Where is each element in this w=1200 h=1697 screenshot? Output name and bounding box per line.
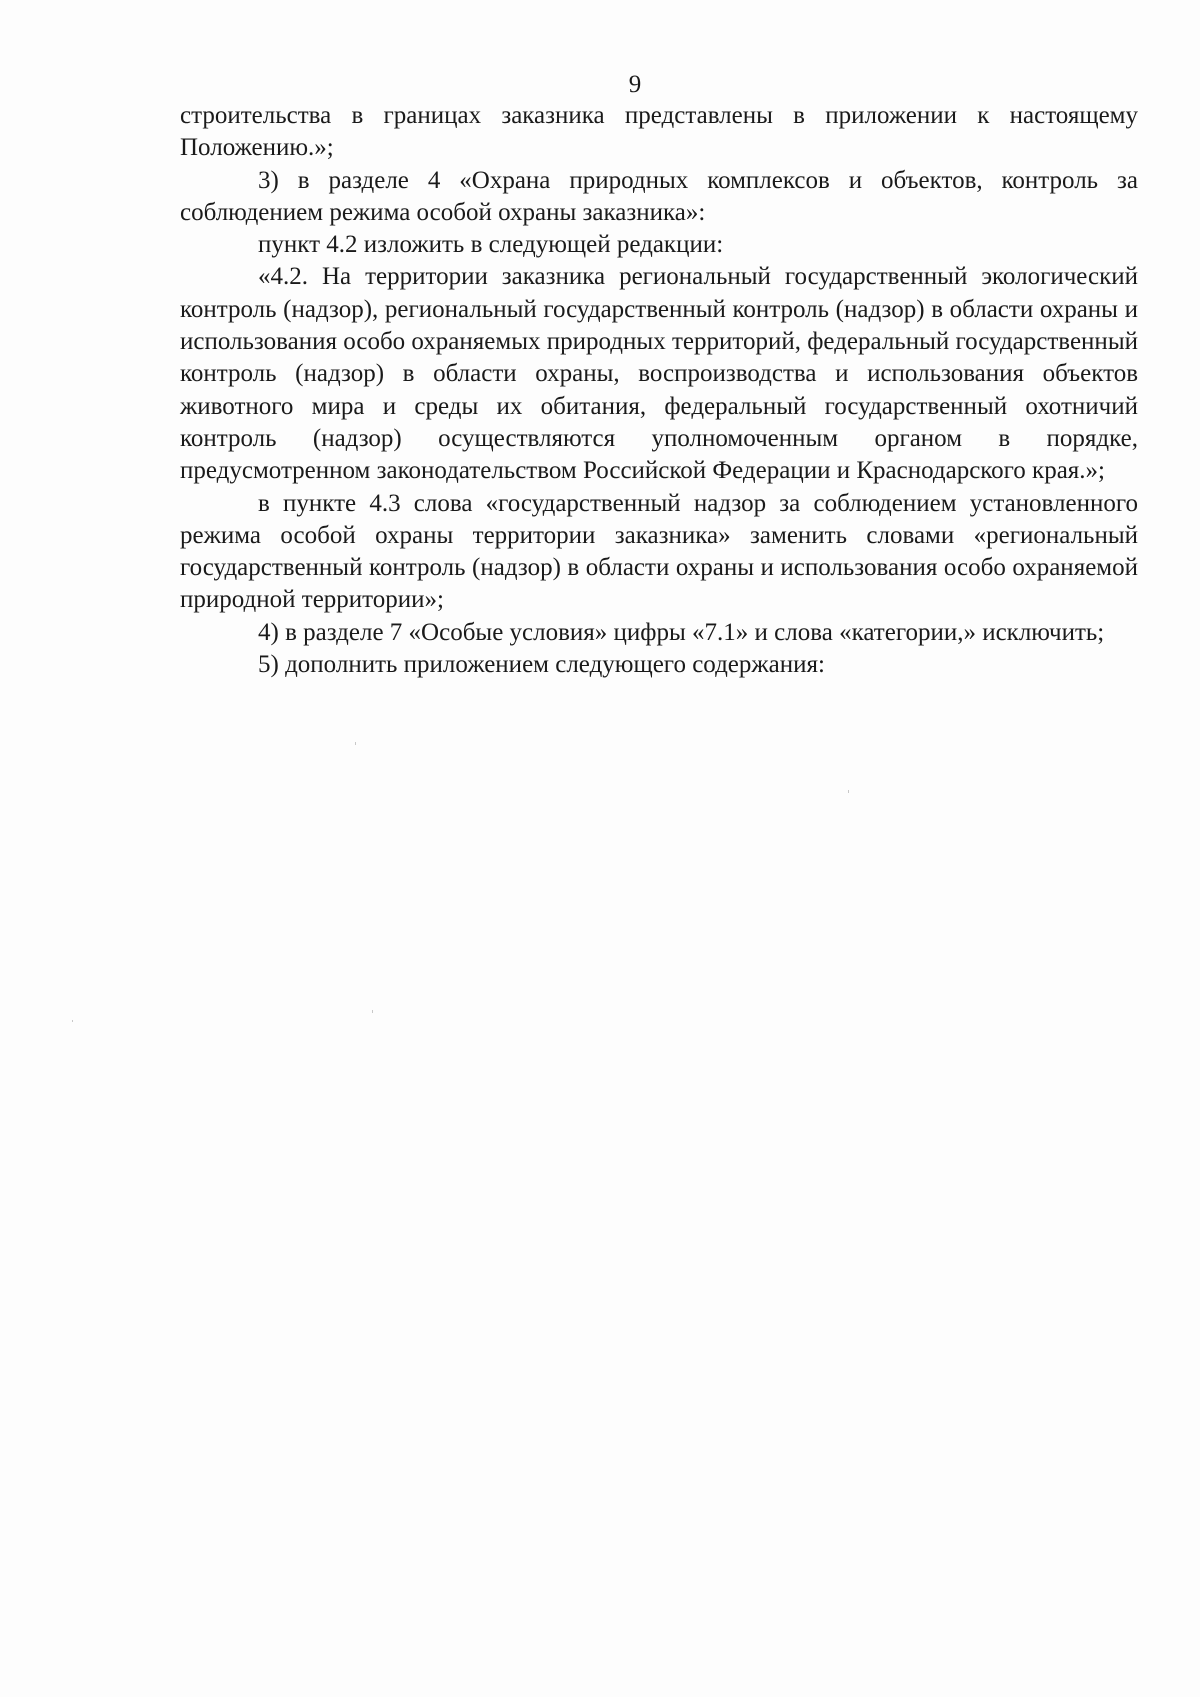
paragraph-clause-4-2-text: «4.2. На территории заказника региональный государственный экологический контроль (надзор), региональный государственный контроль (надзор) в области охраны и использования особо охраняемых природных территорий, федеральный государственный контроль (надзор) в области охраны, воспроизводства и использования объектов животного мира и среды их обитания, федеральный государственный охотничий контроль (надзор) осуществляются уполномоченным органом в порядке, предусмотренном законодательством Российской Федерации и Краснодарского края.»;	[180, 263, 1138, 485]
paragraph-item-5: 5) дополнить приложением следующего содержания:	[258, 651, 825, 679]
paragraph-clause-4-3: в пункте 4.3 слова «государственный надзор за соблюдением установленного режима особой охраны территории заказника» заменить словами «региональный государственный контроль (надзор) в области охраны и использования особо охраняемой природной территории»;	[180, 489, 1138, 614]
page-number: 9	[628, 71, 642, 98]
paragraph-continuation: строительства в границах заказника представлены в приложении к настоящему Положению.»;	[180, 102, 1138, 162]
scan-speck	[848, 790, 849, 793]
paragraph-clause-4-2-intro: пункт 4.2 изложить в следующей редакции:	[258, 231, 724, 259]
scan-speck	[372, 1010, 373, 1013]
scan-speck	[72, 1020, 73, 1022]
paragraph-item-4: 4) в разделе 7 «Особые условия» цифры «7.1» и слова «категории,» исключить;	[258, 618, 1105, 646]
scan-speck	[355, 742, 356, 745]
document-body	[180, 100, 1138, 681]
paragraph-item-3: 3) в разделе 4 «Охрана природных комплексов и объектов, контроль за соблюдением режима особой охраны заказника»:	[180, 166, 1138, 226]
